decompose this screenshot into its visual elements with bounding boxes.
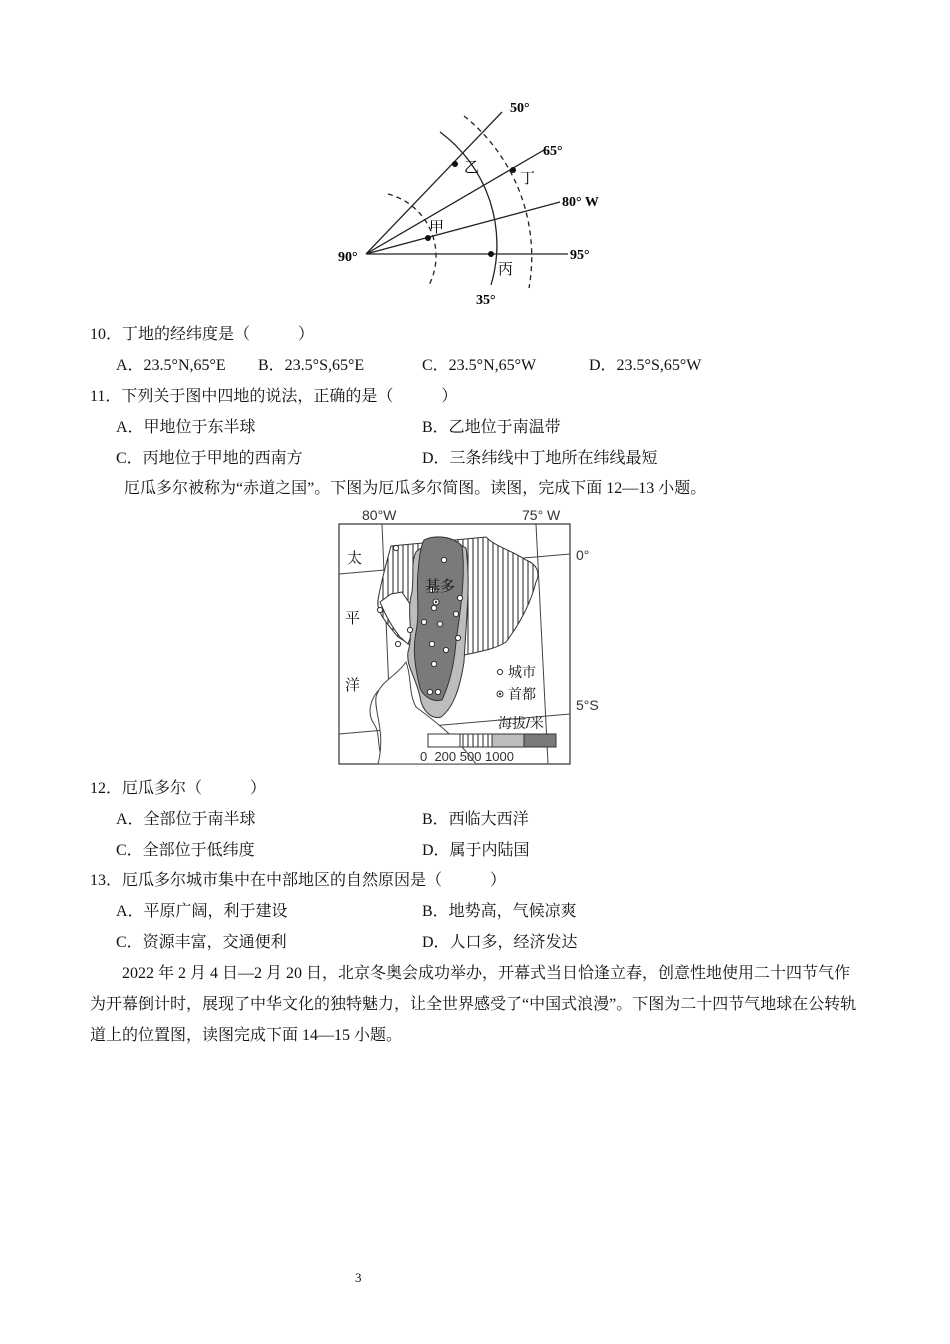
ocean-char-2: 平 [345, 610, 361, 627]
city-marker [429, 641, 434, 646]
city-marker [407, 627, 412, 632]
city-marker [393, 545, 398, 550]
meridian-80 [366, 202, 560, 254]
label-95: 95° [570, 248, 590, 263]
page-number: 3 [355, 1270, 362, 1285]
question-10-stem: 10．丁地的经纬度是（ ） [90, 326, 315, 343]
q10-option-d: D．23.5°S,65°W [589, 357, 702, 374]
city-marker [431, 661, 436, 666]
legend-hatched [460, 734, 492, 747]
label-50: 50° [510, 101, 530, 116]
city-marker [453, 611, 458, 616]
q13-option-a: A．平原广阔，利于建设 [116, 903, 288, 920]
intro-12-13: 厄瓜多尔被称为“赤道之国”。下图为厄瓜多尔简图。读图，完成下面 12—13 小题。 [124, 480, 707, 497]
question-12-stem: 12．厄瓜多尔（ ） [90, 780, 267, 797]
parallel-solid [440, 132, 497, 285]
label-bing: 丙 [498, 262, 514, 278]
label-80w: 80°W [362, 507, 397, 523]
label-yi: 乙 [464, 160, 480, 176]
city-marker [437, 621, 442, 626]
legend-highland [524, 734, 556, 747]
question-13-stem: 13．厄瓜多尔城市集中在中部地区的自然原因是（ ） [90, 872, 507, 889]
legend-capital-label: 首都 [508, 686, 536, 702]
city-marker [443, 647, 448, 652]
point-bing [488, 251, 494, 257]
label-80w: 80° W [562, 195, 599, 210]
label-ding: 丁 [520, 171, 536, 187]
question-11-stem: 11．下列关于图中四地的说法，正确的是（ ） [90, 388, 458, 405]
point-yi [452, 161, 458, 167]
legend-city-label: 城市 [508, 664, 536, 680]
city-marker [395, 641, 400, 646]
city-marker [421, 619, 426, 624]
q13-option-b: B．地势高，气候凉爽 [422, 903, 577, 920]
capital-label: 基多 [425, 578, 456, 595]
city-marker [435, 689, 440, 694]
city-marker [427, 689, 432, 694]
city-marker [455, 635, 460, 640]
legend-elevation-title: 海拔/米 [498, 715, 544, 731]
city-marker [441, 557, 446, 562]
legend-scale: 0 200 500 1000 [420, 749, 514, 764]
q10-option-a: A．23.5°N,65°E [116, 357, 226, 374]
label-35: 35° [476, 293, 496, 308]
q12-option-d: D．属于内陆国 [422, 842, 530, 859]
city-marker [457, 595, 462, 600]
q10-option-b: B．23.5°S,65°E [258, 357, 365, 374]
legend-city-symbol [497, 669, 502, 674]
city-marker [377, 607, 382, 612]
q11-option-a: A．甲地位于东半球 [116, 419, 256, 436]
ecuador-map [336, 502, 608, 768]
ocean-char-3: 洋 [345, 677, 361, 694]
label-65: 65° [543, 144, 563, 159]
q11-option-b: B．乙地位于南温带 [422, 419, 561, 436]
q11-option-c: C．丙地位于甲地的西南方 [116, 450, 303, 467]
label-75w: 75° W [522, 507, 561, 523]
point-ding [510, 167, 516, 173]
q12-option-a: A．全部位于南半球 [116, 811, 256, 828]
q12-option-b: B．西临大西洋 [422, 811, 529, 828]
capital-dot [435, 601, 437, 603]
ocean-char-1: 太 [347, 550, 363, 567]
label-90: 90° [338, 250, 358, 265]
q13-option-d: D．人口多，经济发达 [422, 934, 578, 951]
label-0: 0° [576, 547, 590, 563]
q10-option-c: C．23.5°N,65°W [422, 357, 537, 374]
legend-lowland [428, 734, 460, 747]
q12-option-c: C．全部位于低纬度 [116, 842, 255, 859]
intro-14-15: 2022 年 2 月 4 日—2 月 20 日，北京冬奥会成功举办，开幕式当日恰逢立春，创意性地使用二十四节气作为开幕倒计时，展现了中华文化的独特魅力，让全世界感受了“中国式浪漫”。下图为二十四节气地球在公转轨道上的位置图，读图完成下面 14—15 小题。 [90, 965, 857, 1044]
latlon-diagram [330, 92, 620, 312]
legend-hill [492, 734, 524, 747]
q11-option-d: D．三条纬线中丁地所在纬线最短 [422, 450, 658, 467]
q13-option-c: C．资源丰富，交通便利 [116, 934, 287, 951]
label-5s: 5°S [576, 697, 599, 713]
city-marker [431, 605, 436, 610]
label-jia: 甲 [429, 220, 445, 236]
legend-capital-dot [499, 693, 501, 695]
